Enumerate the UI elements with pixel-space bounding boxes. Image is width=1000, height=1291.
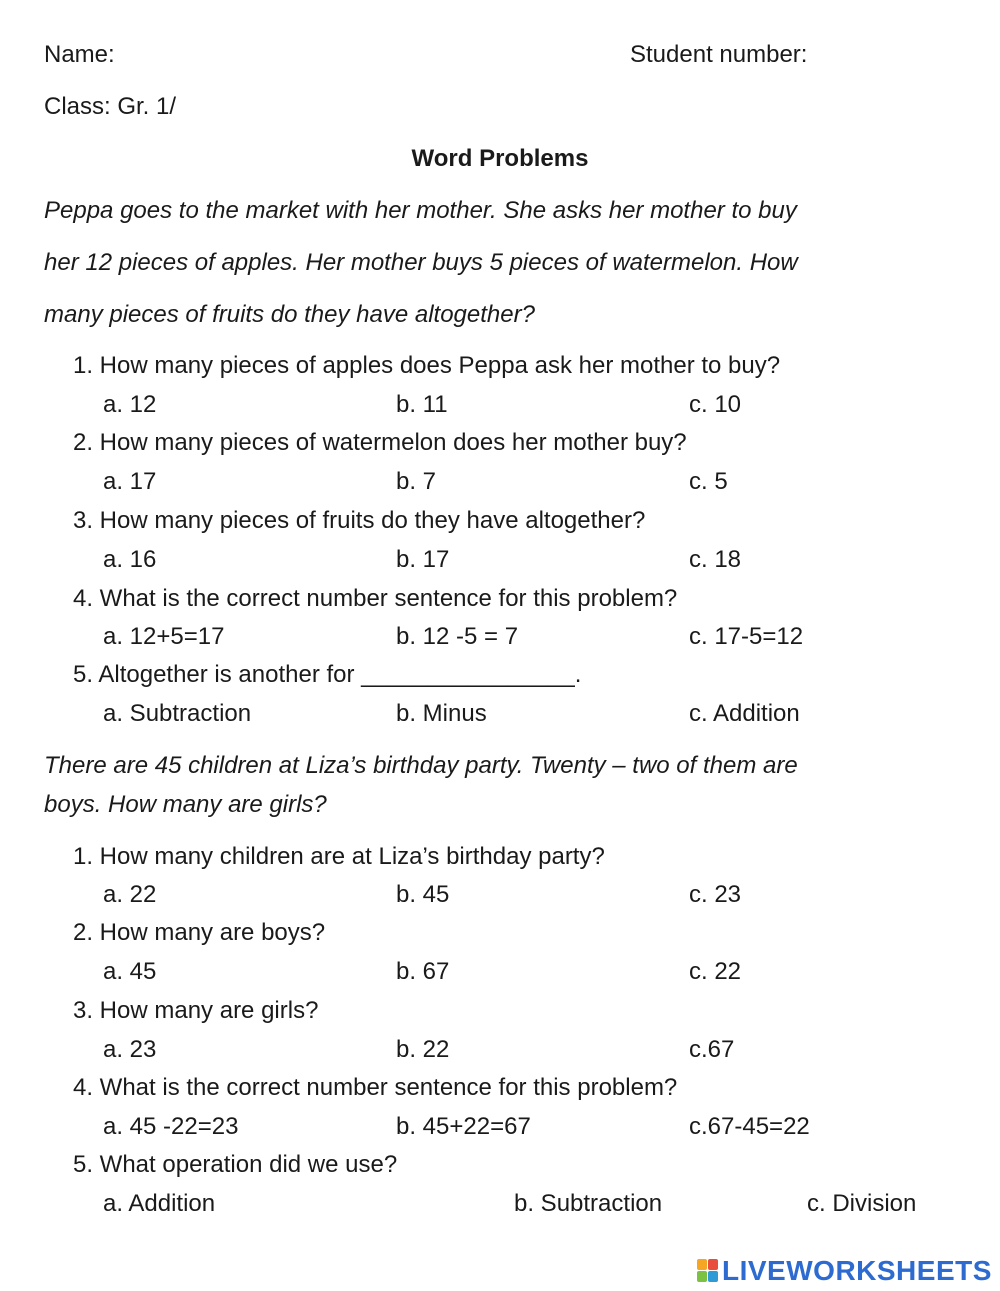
question-text: 3. How many are girls? <box>73 997 319 1024</box>
option-c: c.67-45=22 <box>689 1113 810 1140</box>
student-number-label: Student number: <box>630 41 808 68</box>
question-text: 4. What is the correct number sentence for this problem? <box>73 1074 678 1101</box>
option-a: a. 45 -22=23 <box>103 1113 239 1140</box>
option-b: b. Minus <box>396 700 487 727</box>
option-c: c.67 <box>689 1036 735 1063</box>
option-c: c. 10 <box>689 391 742 418</box>
option-a: a. 16 <box>103 546 157 573</box>
class-label: Class: Gr. 1/ <box>44 93 177 120</box>
question-text: 3. How many pieces of fruits do they have altogether? <box>73 507 646 534</box>
option-a: a. Addition <box>103 1190 216 1217</box>
option-a: a. 12 <box>103 391 157 418</box>
question-text: 2. How many pieces of watermelon does her mother buy? <box>73 429 687 456</box>
option-c: c. Division <box>807 1190 917 1217</box>
option-a: a. 23 <box>103 1036 157 1063</box>
option-b: b. 7 <box>396 468 437 495</box>
question-text: 1. How many pieces of apples does Peppa ask her mother to buy? <box>73 352 781 379</box>
option-a: a. 12+5=17 <box>103 623 225 650</box>
option-c: c. 5 <box>689 468 728 495</box>
logo-text: LIVEWORKSHEETS <box>722 1255 992 1286</box>
option-b: b. 11 <box>396 391 448 418</box>
question-text: 5. Altogether is another for ________________. <box>73 661 582 688</box>
story-line: boys. How many are girls? <box>44 791 327 818</box>
option-b: b. 17 <box>396 546 450 573</box>
story-line: many pieces of fruits do they have altogether? <box>44 301 535 328</box>
option-c: c. Addition <box>689 700 800 727</box>
option-b: b. 67 <box>396 958 450 985</box>
option-c: c. 17-5=12 <box>689 623 804 650</box>
name-label: Name: <box>44 41 115 68</box>
story-line: There are 45 children at Liza’s birthday party. Twenty – two of them are <box>44 752 798 779</box>
option-a: a. Subtraction <box>103 700 252 727</box>
option-a: a. 45 <box>103 958 157 985</box>
liveworksheets-icon <box>697 1259 719 1283</box>
story-line: her 12 pieces of apples. Her mother buys 5 pieces of watermelon. How <box>44 249 798 276</box>
option-a: a. 17 <box>103 468 157 495</box>
question-text: 4. What is the correct number sentence for this problem? <box>73 585 678 612</box>
option-b: b. 45 <box>396 881 450 908</box>
option-c: c. 23 <box>689 881 742 908</box>
option-c: c. 18 <box>689 546 742 573</box>
option-a: a. 22 <box>103 881 157 908</box>
option-c: c. 22 <box>689 958 742 985</box>
story-line: Peppa goes to the market with her mother. She asks her mother to buy <box>44 197 797 224</box>
question-text: 1. How many children are at Liza’s birthday party? <box>73 843 605 870</box>
liveworksheets-logo <box>697 1255 992 1287</box>
page-title: Word Problems <box>411 145 589 172</box>
option-b: b. Subtraction <box>514 1190 663 1217</box>
question-text: 2. How many are boys? <box>73 919 326 946</box>
option-b: b. 45+22=67 <box>396 1113 531 1140</box>
option-b: b. 12 -5 = 7 <box>396 623 519 650</box>
option-b: b. 22 <box>396 1036 450 1063</box>
question-text: 5. What operation did we use? <box>73 1151 398 1178</box>
